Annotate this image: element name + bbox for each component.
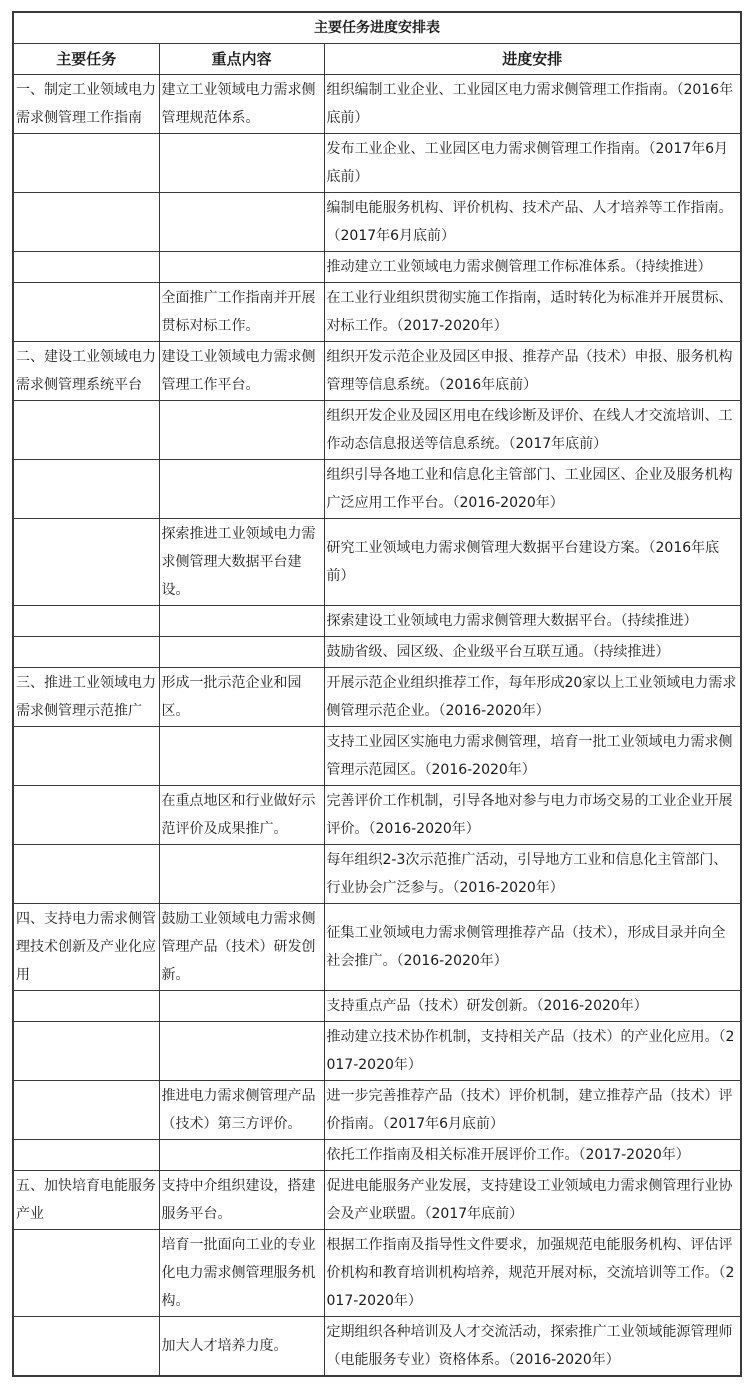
content-cell: 推进电力需求侧管理产品（技术）第三方评价。 [159, 1081, 324, 1140]
table-row [13, 786, 741, 845]
schedule-cell: 征集工业领域电力需求侧管理推荐产品（技术），形成目录并向全社会推广。（2016-2020年） [324, 904, 741, 991]
schedule-cell: 发布工业企业、工业园区电力需求侧管理工作指南。（2017年6月底前） [324, 134, 741, 193]
schedule-cell: 根据工作指南及指导性文件要求，加强规范电能服务机构、评估评价机构和教育培训机构培养，规范开展对标，交流培训等工作。（2017-2020年） [324, 1230, 741, 1317]
column-header-content: 重点内容 [159, 44, 324, 75]
table-row [13, 637, 741, 668]
table-row [13, 845, 741, 904]
schedule-cell: 进一步完善推荐产品（技术）评价机制，建立推荐产品（技术）评价指南。（2017年6月底前） [324, 1081, 741, 1140]
table-row [13, 283, 741, 342]
content-cell [159, 1022, 324, 1081]
schedule-cell: 组织引导各地工业和信息化主管部门、工业园区、企业及服务机构广泛应用工作平台。（2016-2020年） [324, 460, 741, 519]
table-row [13, 134, 741, 193]
task-cell [13, 845, 159, 904]
task-cell: 五、加快培育电能服务产业 [13, 1171, 159, 1230]
content-cell [159, 460, 324, 519]
table-row [13, 1081, 741, 1140]
task-cell [13, 1140, 159, 1171]
table-row [13, 252, 741, 283]
table-title: 主要任务进度安排表 [13, 12, 741, 44]
task-cell [13, 252, 159, 283]
schedule-cell: 组织编制工业企业、工业园区电力需求侧管理工作指南。（2016年底前） [324, 75, 741, 134]
table-row [13, 342, 741, 401]
table-row [13, 991, 741, 1022]
content-cell: 形成一批示范企业和园区。 [159, 668, 324, 727]
table-body [13, 75, 741, 1377]
schedule-cell: 依托工作指南及相关标准开展评价工作。（2017-2020年） [324, 1140, 741, 1171]
table-head [13, 12, 741, 75]
schedule-cell: 编制电能服务机构、评价机构、技术产品、人才培养等工作指南。（2017年6月底前） [324, 193, 741, 252]
task-cell: 三、推进工业领域电力需求侧管理示范推广 [13, 668, 159, 727]
schedule-cell: 推动建立工业领域电力需求侧管理工作标准体系。（持续推进） [324, 252, 741, 283]
task-cell [13, 637, 159, 668]
table-row [13, 668, 741, 727]
task-cell [13, 1317, 159, 1377]
task-cell [13, 193, 159, 252]
content-cell [159, 193, 324, 252]
content-cell [159, 845, 324, 904]
table-header-row [13, 44, 741, 75]
schedule-cell: 促进电能服务产业发展，支持建设工业领域电力需求侧管理行业协会及产业联盟。（2017年底前） [324, 1171, 741, 1230]
task-cell [13, 1081, 159, 1140]
content-cell [159, 252, 324, 283]
table-row [13, 1171, 741, 1230]
content-cell [159, 1140, 324, 1171]
schedule-cell: 推动建立技术协作机制，支持相关产品（技术）的产业化应用。（2017-2020年） [324, 1022, 741, 1081]
content-cell [159, 727, 324, 786]
schedule-cell: 探索建设工业领域电力需求侧管理大数据平台。（持续推进） [324, 606, 741, 637]
table-row [13, 460, 741, 519]
schedule-cell: 完善评价工作机制，引导各地对参与电力市场交易的工业企业开展评价。（2016-2020年） [324, 786, 741, 845]
table-row [13, 1230, 741, 1317]
content-cell: 培育一批面向工业的专业化电力需求侧管理服务机构。 [159, 1230, 324, 1317]
table-row [13, 1140, 741, 1171]
schedule-cell: 每年组织2-3次示范推广活动，引导地方工业和信息化主管部门、行业协会广泛参与。（2016-2020年） [324, 845, 741, 904]
table-row [13, 606, 741, 637]
task-cell [13, 606, 159, 637]
task-cell: 一、制定工业领域电力需求侧管理工作指南 [13, 75, 159, 134]
content-cell [159, 606, 324, 637]
task-cell [13, 401, 159, 460]
table-row [13, 401, 741, 460]
task-cell [13, 1230, 159, 1317]
column-header-task: 主要任务 [13, 44, 159, 75]
content-cell: 加大人才培养力度。 [159, 1317, 324, 1377]
schedule-cell: 支持工业园区实施电力需求侧管理，培育一批工业领域电力需求侧管理示范园区。（2016-2020年） [324, 727, 741, 786]
table-row [13, 1022, 741, 1081]
content-cell: 全面推广工作指南并开展贯标对标工作。 [159, 283, 324, 342]
task-schedule-table [12, 11, 742, 1377]
content-cell: 鼓励工业领域电力需求侧管理产品（技术）研发创新。 [159, 904, 324, 991]
schedule-cell: 开展示范企业组织推荐工作，每年形成20家以上工业领域电力需求侧管理示范企业。（2016-2020年） [324, 668, 741, 727]
content-cell: 在重点地区和行业做好示范评价及成果推广。 [159, 786, 324, 845]
task-cell: 四、支持电力需求侧管理技术创新及产业化应用 [13, 904, 159, 991]
content-cell: 建立工业领域电力需求侧管理规范体系。 [159, 75, 324, 134]
table-row [13, 519, 741, 606]
table-row [13, 904, 741, 991]
schedule-cell: 组织开发示范企业及园区申报、推荐产品（技术）申报、服务机构管理等信息系统。（2016年底前） [324, 342, 741, 401]
content-cell [159, 134, 324, 193]
task-cell [13, 519, 159, 606]
task-cell [13, 727, 159, 786]
schedule-cell: 定期组织各种培训及人才交流活动，探索推广工业领域能源管理师（电能服务专业）资格体系。（2016-2020年） [324, 1317, 741, 1377]
content-cell [159, 401, 324, 460]
task-cell [13, 460, 159, 519]
schedule-cell: 研究工业领域电力需求侧管理大数据平台建设方案。（2016年底前） [324, 519, 741, 606]
table-row [13, 75, 741, 134]
task-cell: 二、建设工业领域电力需求侧管理系统平台 [13, 342, 159, 401]
task-cell [13, 786, 159, 845]
task-cell [13, 1022, 159, 1081]
table-row [13, 1317, 741, 1377]
schedule-cell: 支持重点产品（技术）研发创新。（2016-2020年） [324, 991, 741, 1022]
table-title-row [13, 12, 741, 44]
table-row [13, 727, 741, 786]
table-row [13, 193, 741, 252]
schedule-cell: 鼓励省级、园区级、企业级平台互联互通。（持续推进） [324, 637, 741, 668]
task-cell [13, 283, 159, 342]
content-cell: 支持中介组织建设，搭建服务平台。 [159, 1171, 324, 1230]
content-cell: 探索推进工业领域电力需求侧管理大数据平台建设。 [159, 519, 324, 606]
content-cell [159, 637, 324, 668]
task-cell [13, 134, 159, 193]
column-header-schedule: 进度安排 [324, 44, 741, 75]
task-cell [13, 991, 159, 1022]
schedule-cell: 在工业行业组织贯彻实施工作指南，适时转化为标准并开展贯标、对标工作。（2017-2020年） [324, 283, 741, 342]
schedule-cell: 组织开发企业及园区用电在线诊断及评价、在线人才交流培训、工作动态信息报送等信息系统。（2017年底前） [324, 401, 741, 460]
content-cell: 建设工业领域电力需求侧管理工作平台。 [159, 342, 324, 401]
content-cell [159, 991, 324, 1022]
